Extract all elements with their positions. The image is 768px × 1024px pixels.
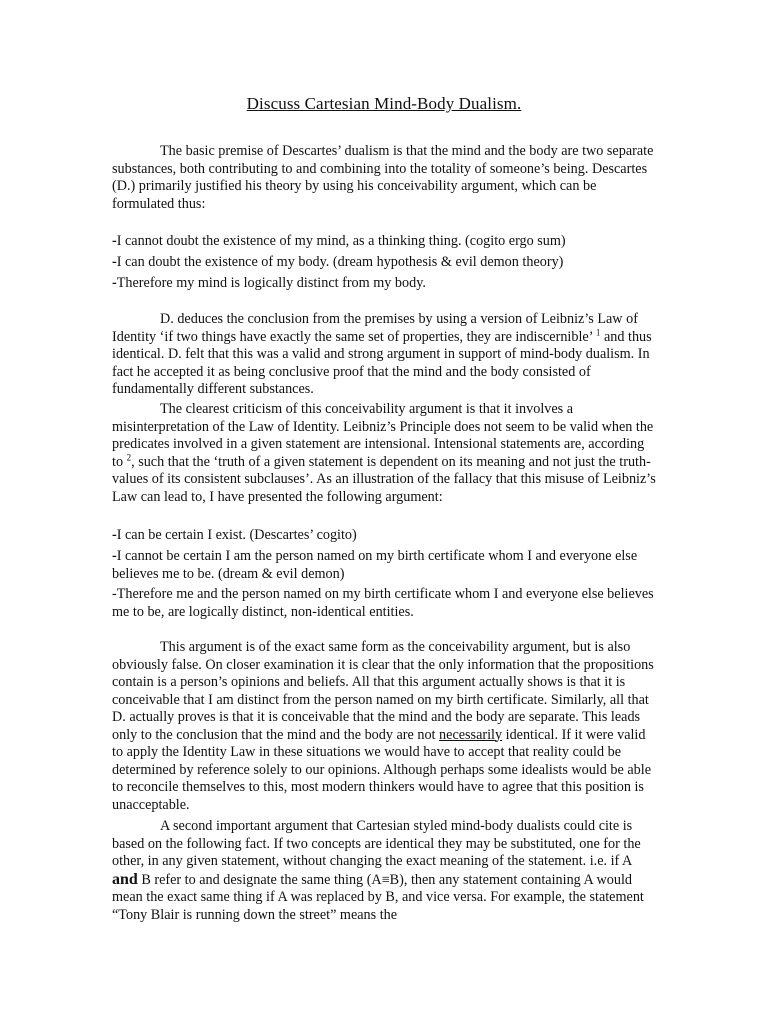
argument2-premise-2: -I cannot be certain I am the person named on my birth certificate whom I and everyone else believes me to be. (dream & evil demon) (112, 548, 638, 582)
paragraph-3: The clearest criticism of this conceivability argument is that it involves a misinterpretation of the Law of Identity. Leibniz’s Principle does not seem to be valid when the predicates involved in a given statement are intensional. Intensional statements are, according to $^2$, such that the ‘truth of a given statement is dependent on its meaning and not just the truth-values of its consistent subclauses’. As an illustration of the fallacy that this misuse of Leibniz’s Law can lead to, I have presented the following argument: (112, 401, 656, 505)
argument2-conclusion: -Therefore me and the person named on my birth certificate whom I and everyone else believes me to be, are logically distinct, non-identical entities. (112, 586, 654, 620)
paragraph-5: A second important argument that Cartesian styled mind-body dualists could cite is based on the following fact. If two concepts are identical they may be substituted, one for the other, in any given statement, without changing the exact meaning of the statement. i.e. if A and B refer to and designate the same thing (A≡B), then any statement containing A would mean the exact same thing if A was replaced by B, and vice versa. For example, the statement “Tony Blair is running down the street” means the (112, 818, 644, 923)
emphasis-and: and (112, 870, 138, 888)
footnote-ref-2: 2 (126, 451, 132, 462)
argument1-conclusion: -Therefore my mind is logically distinct from my body. (112, 275, 426, 291)
argument1-premise-2: -I can doubt the existence of my body. (dream hypothesis & evil demon theory) (112, 254, 564, 270)
argument2-premise-1: -I can be certain I exist. (Descartes’ cogito) (112, 527, 357, 543)
argument1-premise-1: -I cannot doubt the existence of my mind, as a thinking thing. (cogito ergo sum) (112, 233, 566, 249)
paragraph-2: D. deduces the conclusion from the premises by using a version of Leibniz’s Law of Identity ‘if two things have exactly the same set of properties, they are indiscernible’ $^1$ and thus identical. D. felt that this was a valid and strong argument in support of mind-body dualism. In fact he accepted it as being conclusive proof that the mind and the body consisted of fundamentally different substances. (112, 311, 652, 397)
paragraph-4: This argument is of the exact same form as the conceivability argument, but is also obviously false. On closer examination it is clear that the only information that the propositions contain is a person’s opinions and beliefs. All that this argument actually shows is that it is conceivable that I am distinct from the person named on my birth certificate. Similarly, all that D. actually proves is that it is conceivable that the mind and the body are separate. This leads only to the conclusion that the mind and the body are not necessarily identical. If it were valid to apply the Identity Law in these situations we would have to accept that reality could be determined by reference solely to our opinions. Although perhaps some idealists would be able to reconcile themselves to this, most modern thinkers would have to agree that this position is unacceptable. (112, 639, 654, 813)
paragraph-1: The basic premise of Descartes’ dualism is that the mind and the body are two separate substances, both contributing to and combining into the totality of someone’s being. Descartes (D.) primarily justified his theory by using his conceivability argument, which can be formulated thus: (112, 143, 654, 212)
page-title: Discuss Cartesian Mind-Body Dualism. (246, 94, 522, 113)
footnote-ref-1: 1 (595, 326, 601, 337)
emphasis-necessarily: necessarily (439, 726, 503, 743)
